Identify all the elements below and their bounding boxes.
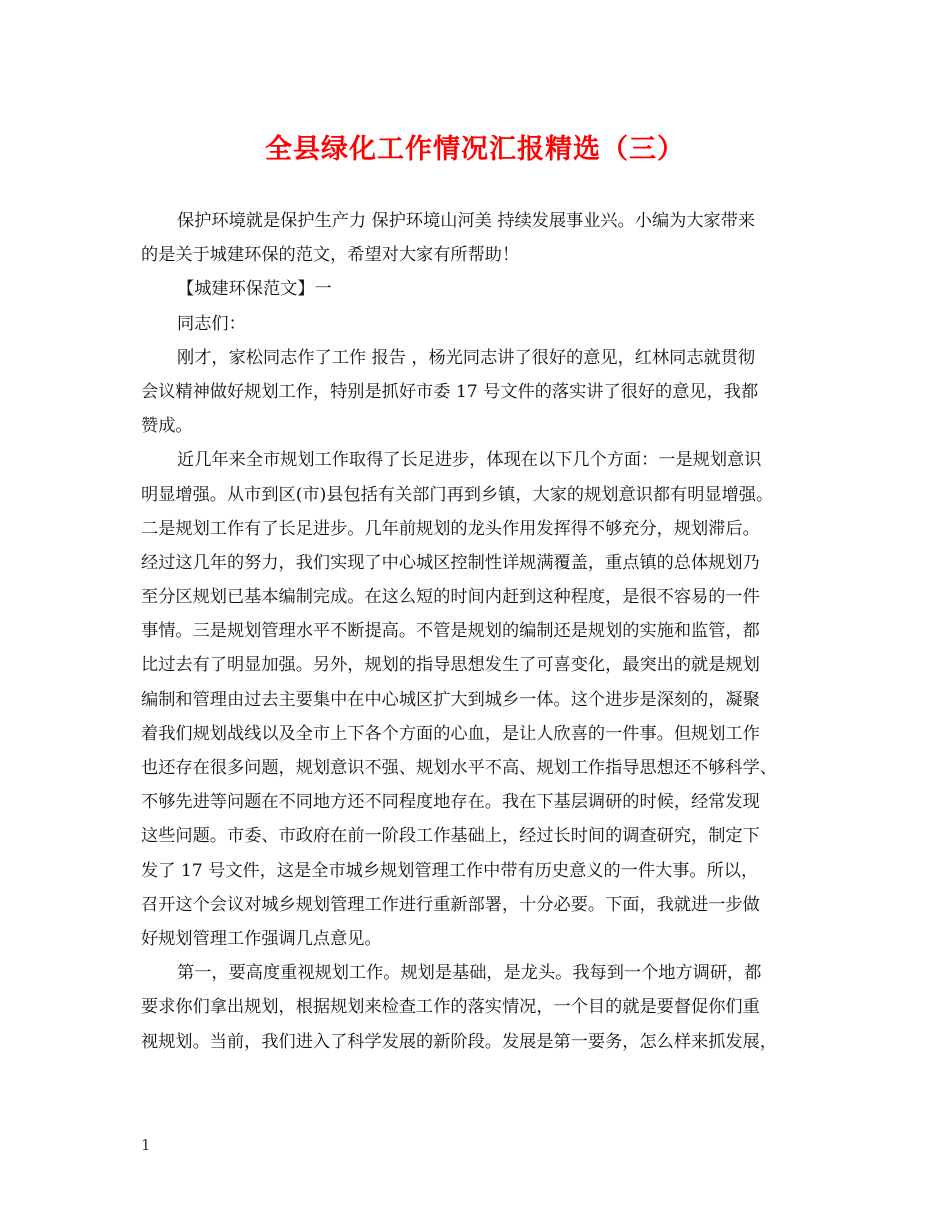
body-line: 视规划。当前，我们进入了科学发展的新阶段。发展是第一要务，怎么样来抓发展， [141, 1031, 777, 1052]
document-body [141, 204, 813, 1059]
document-title: 全县绿化工作情况汇报精选（三） [265, 134, 685, 165]
body-line: 刚才，家松同志作了工作 报告 ，杨光同志讲了很好的意见，红林同志就贯彻 [177, 347, 756, 368]
body-line: 不够先进等问题在不同地方还不同程度地存在。我在下基层调研的时候，经常发现 [141, 792, 760, 813]
body-line: 要求你们拿出规划，根据规划来检查工作的落实情况，一个目的就是要督促你们重 [141, 997, 760, 1018]
body-line: 召开这个会议对城乡规划管理工作进行重新部署，十分必要。下面，我就进一步做 [141, 894, 760, 915]
body-line: 比过去有了明显加强。另外，规划的指导思想发生了可喜变化，最突出的就是规划 [141, 655, 760, 676]
body-line: 二是规划工作有了长足进步。几年前规划的龙头作用发挥得不够充分，规划滞后。 [141, 518, 760, 539]
body-line: 明显增强。从市到区(市)县包括有关部门再到乡镇，大家的规划意识都有明显增强。 [141, 484, 774, 505]
body-line: 也还存在很多问题，规划意识不强、规划水平不高、规划工作指导思想还不够科学、 [141, 758, 777, 778]
body-line: 着我们规划战线以及全市上下各个方面的心血，是让人欣喜的一件事。但规划工作 [141, 723, 760, 744]
body-line: 的是关于城建环保的范文，希望对大家有所帮助！ [141, 245, 520, 266]
body-line: 至分区规划已基本编制完成。在这么短的时间内赶到这种程度，是很不容易的一件 [141, 587, 760, 608]
page-number: 1 [141, 1136, 151, 1154]
body-line: 编制和管理由过去主要集中在中心城区扩大到城乡一体。这个进步是深刻的，凝聚 [141, 689, 760, 710]
body-line: 保护环境就是保护生产力 保护环境山河美 持续发展事业兴。小编为大家带来 [177, 211, 756, 231]
body-line: 经过这几年的努力，我们实现了中心城区控制性详规满覆盖，重点镇的总体规划乃 [141, 552, 760, 573]
body-line: 这些问题。市委、市政府在前一阶段工作基础上，经过长时间的调查研究，制定下 [141, 826, 760, 847]
body-line: 发了 17 号文件，这是全市城乡规划管理工作中带有历史意义的一件大事。所以， [141, 860, 759, 881]
body-line: 【城建环保范文】一 [177, 279, 332, 300]
body-line: 事情。三是规划管理水平不断提高。不管是规划的编制还是规划的实施和监管，都 [141, 621, 760, 642]
body-line: 会议精神做好规划工作，特别是抓好市委 17 号文件的落实讲了很好的意见，我都 [141, 381, 759, 402]
body-line: 第一，要高度重视规划工作。规划是基础，是龙头。我每到一个地方调研，都 [177, 963, 762, 984]
body-line: 好规划管理工作强调几点意见。 [141, 928, 382, 949]
body-line: 近几年来全市规划工作取得了长足进步，体现在以下几个方面：一是规划意识 [177, 450, 762, 471]
body-line: 赞成。 [141, 416, 193, 437]
body-line: 同志们： [177, 313, 246, 334]
